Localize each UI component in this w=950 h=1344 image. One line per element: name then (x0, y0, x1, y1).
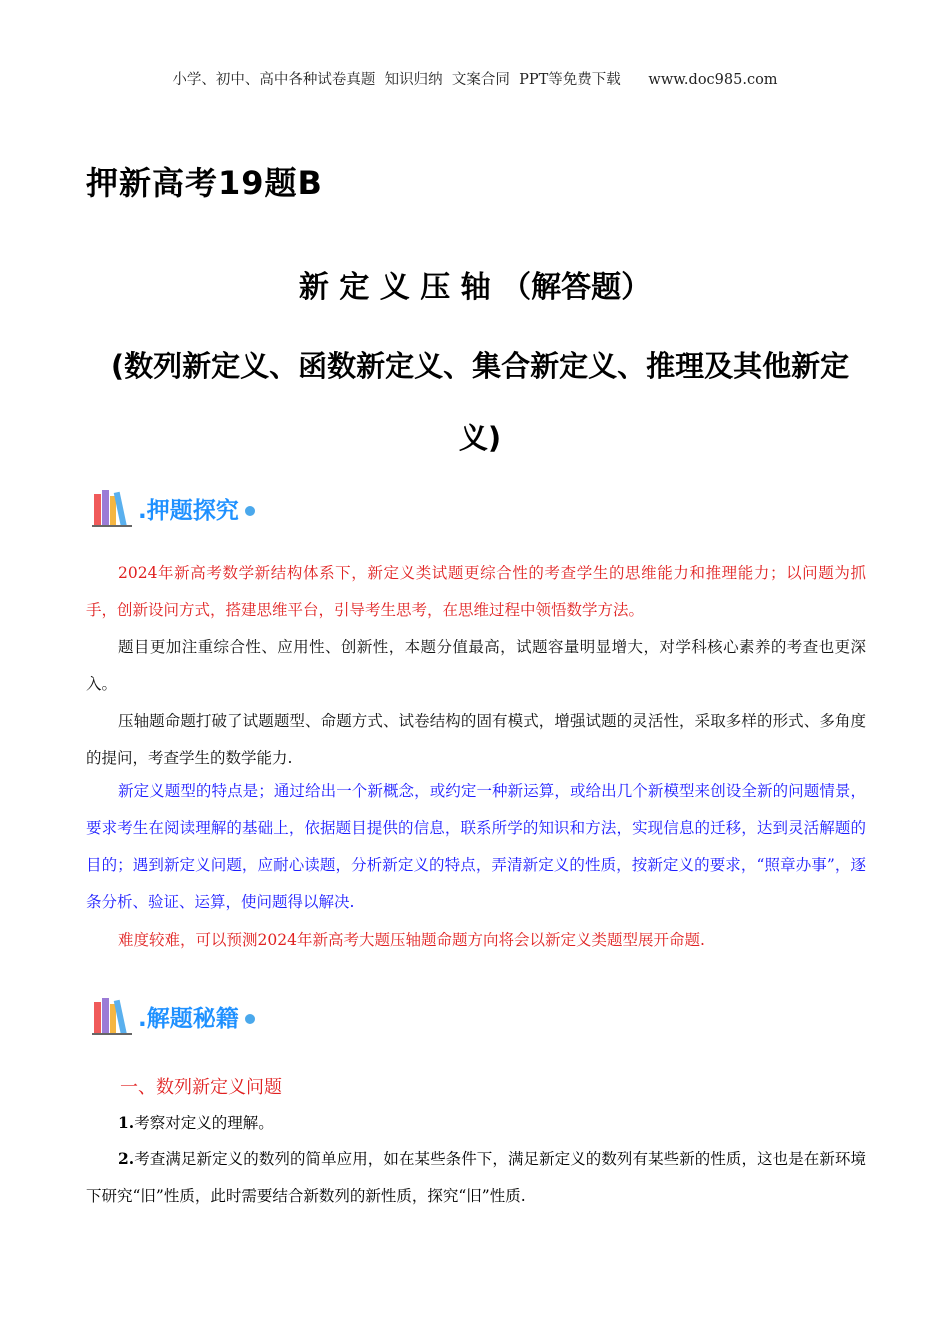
books-icon (92, 488, 136, 528)
sub-heading: (数列新定义、函数新定义、集合新定义、推理及其他新定义) (110, 349, 850, 455)
item-number: 2. (118, 1149, 135, 1168)
item-number: 1. (118, 1113, 135, 1132)
books-icon (92, 996, 136, 1036)
item-text: 考查满足新定义的数列的简单应用，如在某些条件下，满足新定义的数列有某些新的性质，这也是在新环境下研究“旧”性质，此时需要结合新数列的新性质，探究“旧”性质. (86, 1150, 866, 1205)
banner-label: .押题探究 (138, 497, 239, 524)
paragraph-intro: 2024年新高考数学新结构体系下，新定义类试题更综合性的考查学生的思维能力和推理能力；以问题为抓手，创新设问方式，搭建思维平台，引导考生思考，在思维过程中领悟数学方法。 (86, 564, 866, 619)
banner-explore (92, 486, 255, 530)
dot-icon (245, 1014, 255, 1024)
list-item (86, 1140, 866, 1215)
banner-secrets (92, 994, 255, 1038)
main-heading: 新 定 义 压 轴 （解答题） (298, 270, 652, 305)
dot-icon (245, 506, 255, 516)
document-title: 押新高考19题B (86, 164, 323, 202)
section-heading: 一、数列新定义问题 (120, 1077, 282, 1098)
item-text: 考察对定义的理解。 (134, 1114, 274, 1132)
paragraph-features: 题目更加注重综合性、应用性、创新性，本题分值最高，试题容量明显增大，对学科核心素养的考查也更深入。 (86, 638, 866, 693)
paragraph-difficulty: 难度较难，可以预测2024年新高考大题压轴题命题方向将会以新定义类题型展开命题. (118, 931, 705, 949)
list-item (86, 1104, 866, 1142)
paragraph-format: 压轴题命题打破了试题题型、命题方式、试卷结构的固有模式，增强试题的灵活性，采取多样的形式、多角度的提问，考查学生的数学能力. (86, 712, 866, 767)
paragraph-characteristics: 新定义题型的特点是；通过给出一个新概念，或约定一种新运算，或给出几个新模型来创设全新的问题情景，要求考生在阅读理解的基础上，依据题目提供的信息，联系所学的知识和方法，实现信息的迁移，达到灵活解题的目的；遇到新定义问题，应耐心读题，分析新定义的特点，弄清新定义的性质，按新定义的要求，“照章办事”，逐条分析、验证、运算，使问题得以解决. (86, 782, 866, 911)
banner-label: .解题秘籍 (138, 1005, 239, 1032)
page-header: 小学、初中、高中各种试卷真题 知识归纳 文案合同 PPT等免费下载 www.doc985.com (172, 72, 778, 88)
